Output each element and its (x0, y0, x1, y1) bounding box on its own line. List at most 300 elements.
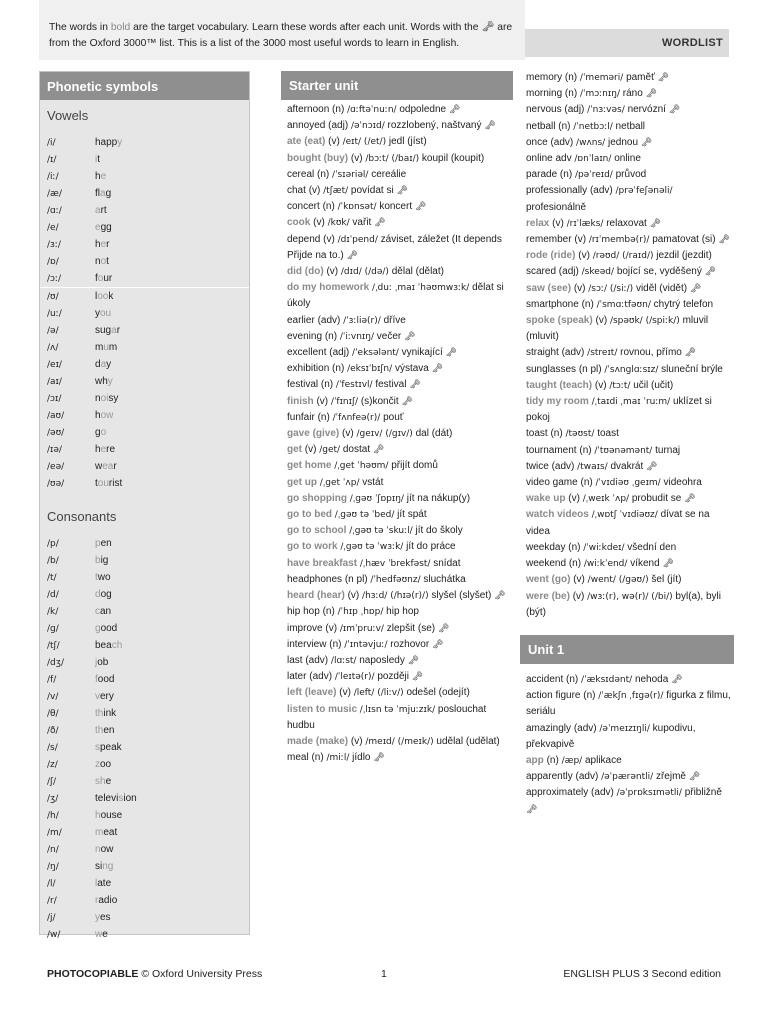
phonetic-transcription: /ˈmeməri/ (579, 73, 624, 83)
example-word: job (95, 657, 109, 668)
example-word: radio (95, 895, 118, 906)
highlighted-sound: a (111, 325, 117, 336)
translation: jít do práce (406, 541, 456, 553)
vocab-entry (281, 313, 513, 329)
phonetic-transcription: /streɪt/ (587, 348, 618, 359)
phonetic-transcription: /ˈvɪdiəʊ ˌgeɪm/ (595, 478, 661, 489)
phonetic-transcription: /ˈkɒnsət/ (337, 202, 377, 213)
highlighted-sound: p (95, 538, 101, 549)
key-icon: 🗝 (704, 267, 717, 278)
highlighted-sound: b (95, 555, 101, 566)
translation: nehoda (634, 673, 669, 685)
phonetic-transcription: /left/ (/liːv/) (353, 688, 404, 699)
part-of-speech: (v) (328, 136, 340, 148)
vocab-entry (520, 769, 734, 785)
phonetic-symbol: /ð/ (47, 726, 59, 736)
phonetic-symbol: /b/ (47, 556, 59, 566)
phonetic-symbol: /p/ (47, 539, 59, 549)
phonetic-transcription: /ˈfʌnfeə(r)/ (332, 412, 381, 423)
translation: ráno (622, 88, 643, 100)
entry-word: were (be) (526, 590, 570, 602)
entry-word: cook (287, 217, 311, 229)
vowel-row (40, 134, 249, 151)
vocab-entry (281, 750, 513, 766)
translation: dívat se na videa (526, 509, 710, 537)
highlighted-sound: s (118, 793, 124, 804)
vocab-entry (520, 443, 734, 459)
entry-word: rode (ride) (526, 250, 576, 262)
entry-word: weekday (526, 541, 566, 553)
part-of-speech: (v) (572, 590, 585, 602)
part-of-speech: (n pl) (344, 573, 368, 585)
part-of-speech: (adv) (317, 314, 341, 326)
key-icon: 🗝 (401, 396, 413, 407)
key-icon: 🗝 (431, 639, 444, 650)
phonetic-transcription: /ˌhæv ˈbrekfəst/ (359, 558, 431, 569)
vocab-entry (281, 151, 513, 167)
translation: rovnou, přímo (620, 347, 682, 359)
right-column (520, 70, 734, 818)
example-word: egg (95, 222, 112, 233)
example-word: day (95, 359, 112, 370)
translation: učil (učit) (633, 379, 674, 391)
unit1-title: Unit 1 (520, 635, 734, 664)
highlighted-sound: g (95, 623, 101, 634)
phonetic-transcription: /ɒnˈlaɪn/ (574, 154, 612, 165)
example-word: wear (95, 461, 117, 472)
vocab-entry (281, 167, 513, 183)
phonetic-transcription: /sɔː/ (/siː/) (588, 283, 634, 294)
translation: koupil (koupit) (421, 152, 485, 164)
key-icon: 🗝 (411, 672, 424, 683)
phonetic-transcription: /dɪd/ (/də/) (340, 267, 389, 278)
vocab-entry (281, 572, 513, 588)
entry-word: go to school (287, 525, 347, 537)
phonetic-symbol: /w/ (47, 930, 61, 940)
phonetic-transcription: /ˈækʃn ˌfɪgə(r)/ (598, 691, 664, 702)
phonetic-symbol: /θ/ (47, 709, 59, 719)
part-of-speech: (v) (578, 250, 590, 262)
example-word: zoo (95, 759, 112, 770)
phonetic-transcription: /ˌlɪsn tə ˈmjuːzɪk/ (359, 704, 436, 715)
highlighted-sound: c (95, 606, 100, 617)
part-of-speech: (n) (579, 444, 592, 456)
highlighted-sound: z (95, 759, 100, 770)
translation: průvod (615, 169, 647, 181)
vocab-entry (281, 215, 513, 231)
phonetic-transcription: /əˈprɒksɪmətli/ (616, 788, 682, 799)
vowel-row (40, 373, 249, 390)
part-of-speech: (n) (332, 363, 345, 375)
entry-word: last (287, 654, 303, 666)
vocab-entry (520, 491, 734, 507)
example-word: art (95, 205, 107, 216)
highlighted-sound: a (100, 359, 107, 370)
entry-word: sunglasses (526, 363, 577, 375)
example-word: meat (95, 827, 118, 838)
translation: jídlo (352, 752, 371, 764)
translation: sluneční brýle (661, 363, 723, 375)
entry-word: chat (287, 185, 306, 197)
highlighted-sound: th (95, 725, 104, 736)
key-icon: 🗝 (662, 559, 674, 570)
part-of-speech: (n) (329, 638, 342, 650)
entry-word: tidy my room (526, 396, 589, 408)
bold-word: bold (110, 22, 131, 33)
entry-word: amazingly (526, 722, 572, 734)
phonetic-symbol: /s/ (47, 743, 58, 753)
phonetic-symbol: /ɪ/ (47, 155, 57, 165)
highlighted-sound: e (100, 444, 107, 455)
phonetic-transcription: /bɔːt/ (/baɪ/) (365, 153, 420, 164)
consonant-row (40, 705, 249, 722)
phonetic-transcription: /əˈnɔɪd/ (350, 121, 385, 132)
vowel-row (40, 407, 249, 424)
vocab-entry (281, 134, 513, 150)
phonetic-transcription: /ˈɜːliə(r)/ (343, 315, 381, 326)
entry-word: taught (teach) (526, 379, 593, 391)
phonetic-transcription: /ɑːftəˈnuːn/ (347, 105, 397, 115)
entry-word: cereal (287, 168, 315, 180)
phonetic-symbol: /g/ (47, 624, 59, 634)
phonetic-symbol: /eə/ (47, 462, 65, 472)
highlighted-sound: r (95, 895, 99, 906)
vocab-entry (520, 216, 734, 232)
part-of-speech: (v) (350, 735, 363, 747)
example-word: look (95, 291, 114, 302)
vocab-entry (520, 362, 734, 378)
vowel-row (40, 151, 249, 168)
phonetic-transcription: /ˌweɪk ˈʌp/ (582, 494, 630, 505)
consonant-row (40, 688, 249, 705)
vocab-entry (281, 621, 513, 637)
phonetic-symbols-title: Phonetic symbols (40, 72, 249, 100)
translation: později (377, 671, 410, 683)
key-icon: 🗝 (684, 494, 696, 505)
vocab-entry (281, 377, 513, 393)
entry-word: finish (287, 395, 314, 407)
phonetic-symbol: /ŋ/ (47, 862, 59, 872)
vocab-entry (281, 361, 513, 377)
translation: koncert (379, 201, 413, 213)
entry-word: evening (287, 330, 323, 342)
example-word: he (95, 171, 107, 182)
example-word: sing (95, 861, 114, 872)
phonetic-transcription: /ˌduː ˌmaɪ ˈhəʊmwɜːk/ (372, 283, 470, 294)
translation: jít spát (397, 509, 427, 521)
translation: bojící se, vyděšený (616, 266, 702, 278)
highlighted-sound: t (95, 572, 98, 583)
phonetic-symbol: /ɔː/ (47, 274, 62, 284)
phonetic-transcription: /rəʊd/ (/raɪd/) (592, 251, 654, 262)
translation: výstava (394, 363, 429, 375)
consonant-row (40, 552, 249, 569)
entry-word: get home (287, 460, 332, 472)
consonant-row (40, 875, 249, 892)
translation: videohra (663, 477, 702, 489)
translation: zlepšit (se) (386, 622, 436, 634)
vowel-row (40, 202, 249, 219)
part-of-speech: (v) (304, 444, 317, 456)
vocab-entry (520, 151, 734, 167)
part-of-speech: (v) (308, 185, 321, 197)
translation: večer (376, 330, 402, 342)
edition-title: ENGLISH PLUS 3 Second edition (563, 968, 721, 980)
translation: povídat si (350, 185, 394, 197)
page-number: 1 (381, 968, 387, 980)
translation: byl(a), byli (být) (526, 590, 721, 618)
phonetic-symbol: /iː/ (47, 172, 59, 182)
translation: snídat (433, 557, 461, 569)
phonetic-transcription: /ˌgəʊ tə ˈskuːl/ (349, 526, 413, 537)
phonetic-symbol: /ə/ (47, 326, 59, 336)
translation: relaxovat (606, 217, 647, 229)
vocab-entry (520, 394, 734, 426)
vowel-row (40, 253, 249, 270)
part-of-speech: (adv) (573, 722, 597, 734)
vocab-entry (520, 135, 734, 151)
consonants-title: Consonants (47, 509, 117, 524)
highlighted-sound: y (107, 376, 113, 387)
translation: cereálie (371, 168, 407, 180)
vocab-entry (281, 345, 513, 361)
entry-word: improve (287, 622, 323, 634)
example-word: sugar (95, 325, 121, 336)
part-of-speech: (n) (324, 330, 338, 342)
highlighted-sound: e (100, 171, 107, 182)
phonetic-transcription: /hɜːd/ (/hɪə(r)/) (362, 591, 429, 602)
phonetic-transcription: /ˌget ˈʌp/ (319, 477, 360, 488)
translation: chytrý telefon (653, 298, 714, 310)
phonetic-symbol: /tʃ/ (47, 641, 60, 651)
consonant-row (40, 892, 249, 909)
vowel-row (40, 168, 249, 185)
entry-word: online (526, 153, 553, 165)
part-of-speech: (n) (568, 541, 581, 553)
phonetic-transcription: /wɜː(r), wə(r)/ (/bi/) (587, 591, 673, 602)
phonetic-transcription: /rɪˈmembə(r)/ (588, 235, 650, 246)
vocab-entry (520, 264, 734, 280)
vowel-row (40, 270, 249, 287)
phonetic-transcription: /ɪmˈpruːv/ (339, 623, 384, 634)
part-of-speech: (n) (322, 201, 335, 213)
vocab-entry (520, 507, 734, 539)
vocab-entry (281, 556, 513, 572)
consonant-row (40, 739, 249, 756)
example-word: food (95, 674, 115, 685)
part-of-speech: (n) (564, 88, 578, 100)
vocab-entry (281, 539, 513, 555)
part-of-speech: (v) (316, 395, 329, 407)
example-word: beach (95, 640, 123, 651)
phonetic-symbol: /v/ (47, 692, 59, 702)
highlighted-sound: ou (97, 478, 109, 489)
key-icon: 🗝 (373, 753, 385, 764)
vocab-entry (281, 280, 513, 312)
key-icon: 🗝 (409, 380, 421, 391)
consonant-row (40, 620, 249, 637)
entry-word: ate (eat) (287, 136, 326, 148)
part-of-speech: (v) (323, 233, 335, 245)
key-icon: 🗝 (718, 235, 730, 246)
example-word: good (95, 623, 118, 634)
phonetic-transcription: /tɔːt/ (609, 380, 631, 391)
consonant-row (40, 909, 249, 926)
vocab-entry (520, 540, 734, 556)
vocab-entry (281, 442, 513, 458)
key-icon: 🗝 (414, 202, 427, 213)
highlighted-sound: s (95, 742, 100, 753)
phonetic-symbol: /ɪə/ (47, 445, 62, 455)
vowel-row (40, 356, 249, 373)
entry-word: have breakfast (287, 557, 358, 569)
phonetic-transcription: /wʌns/ (576, 137, 606, 148)
key-icon: 🗝 (526, 804, 538, 815)
phonetic-transcription: /eɪt/ (/et/) (342, 137, 387, 148)
part-of-speech: (v) (326, 266, 339, 278)
phonetic-transcription: /ˌwɒtʃ ˈvɪdiəʊz/ (591, 510, 658, 521)
example-word: yes (95, 912, 111, 923)
part-of-speech: (n) (559, 169, 573, 181)
phonetic-transcription: /ˌget ˈhəʊm/ (334, 461, 389, 472)
phonetic-transcription: /ˌgəʊ tə ˈbed/ (334, 510, 395, 521)
vocab-entry (281, 588, 513, 604)
part-of-speech: (n) (317, 168, 330, 180)
phonetic-transcription: /prəˈfeʃənəli/ (615, 186, 673, 197)
example-word: big (95, 555, 109, 566)
highlighted-sound: ng (102, 861, 114, 872)
translation: rozzlobený, naštvaný (387, 120, 482, 132)
consonant-row (40, 637, 249, 654)
phonetic-symbol: /dʒ/ (47, 658, 64, 668)
part-of-speech: (adj) (328, 120, 349, 132)
vocab-entry (281, 394, 513, 410)
phonetic-symbol: /ɔɪ/ (47, 394, 62, 404)
key-icon: 🗝 (437, 623, 450, 634)
translation: figurka z filmu, seriálu (526, 690, 731, 718)
highlighted-sound: e (100, 239, 107, 250)
key-icon: 🗝 (688, 772, 701, 783)
key-icon: 🗝 (494, 591, 506, 602)
key-icon: 🗝 (404, 331, 416, 342)
vocab-entry (520, 426, 734, 442)
entry-word: afternoon (287, 104, 330, 115)
vowel-row (40, 288, 249, 305)
entry-word: approximately (526, 787, 589, 799)
highlighted-sound: y (95, 912, 100, 923)
phonetic-symbol: /əʊ/ (47, 428, 65, 438)
intro-line-2: from the Oxford 3000™ list. This is a list of the 3000 most useful words to learn in English. (49, 38, 460, 49)
entry-word: do my homework (287, 282, 370, 294)
highlighted-sound: d (95, 589, 101, 600)
example-word: it (95, 154, 101, 165)
translation: jedl (jíst) (388, 136, 427, 148)
highlighted-sound: h (95, 810, 101, 821)
unit1-entries (520, 672, 734, 818)
entry-word: toast (526, 428, 548, 440)
vowel-row (40, 458, 249, 475)
part-of-speech: (v) (573, 574, 585, 586)
phonetic-symbol: /d/ (47, 590, 59, 600)
example-word: mum (95, 342, 118, 353)
entry-word: listen to music (287, 703, 358, 715)
example-word: you (95, 308, 112, 319)
translation: jít na nákup(y) (406, 492, 471, 504)
entry-word: go to work (287, 541, 338, 553)
vocab-entry (281, 329, 513, 345)
part-of-speech: (adv) (589, 185, 613, 197)
phonetic-transcription: /ˌtaɪdi ˌmaɪ ˈruːm/ (591, 397, 671, 408)
entry-word: netball (526, 120, 556, 132)
highlighted-sound: e (95, 222, 101, 233)
translation: toast (597, 428, 619, 440)
vowel-row (40, 475, 249, 492)
vocab-entry (520, 378, 734, 394)
vocab-entry (281, 507, 513, 523)
highlighted-sound: l (95, 878, 98, 889)
vocab-entry (520, 721, 734, 753)
example-word: house (95, 810, 123, 821)
highlighted-sound: o (97, 273, 104, 284)
vocab-entry (520, 785, 734, 817)
vocab-entry (281, 702, 513, 734)
translation: pamatovat (si) (652, 234, 716, 246)
vocab-entry (520, 345, 734, 361)
translation: naposledy (359, 654, 405, 666)
vocab-entry (281, 523, 513, 539)
translation: sluchátka (423, 573, 466, 585)
consonant-row (40, 722, 249, 739)
entry-word: professionally (526, 185, 588, 197)
translation: dal (dát) (415, 428, 453, 440)
example-word: flag (95, 188, 112, 199)
vocab-entry (281, 458, 513, 474)
entry-word: get up (287, 476, 317, 488)
phonetic-transcription: /spəʊk/ (/spiːk/) (609, 316, 680, 327)
entry-word: excellent (287, 347, 327, 359)
vocab-entry (520, 248, 734, 264)
phonetic-symbol: /j/ (47, 913, 56, 923)
entry-word: accident (526, 673, 564, 685)
vocab-entry (281, 491, 513, 507)
part-of-speech: (n) (580, 477, 593, 489)
entry-word: tournament (526, 444, 577, 456)
translation: všední den (627, 541, 677, 553)
consonant-row (40, 773, 249, 790)
entry-word: once (526, 136, 548, 148)
consonant-row (40, 824, 249, 841)
translation: viděl (vidět) (635, 282, 688, 294)
part-of-speech: (v) (325, 622, 338, 634)
entry-word: watch videos (526, 509, 589, 521)
phonetic-transcription: /kʊk/ (327, 218, 350, 229)
vocab-entry (281, 475, 513, 491)
phonetic-transcription: /ˈfestɪvl/ (335, 380, 373, 391)
translation: víkend (630, 558, 660, 570)
vocab-entry (281, 410, 513, 426)
part-of-speech: (v) (568, 493, 580, 505)
highlighted-sound: a (100, 188, 106, 199)
phonetic-symbols-panel (39, 71, 250, 940)
entry-word: go to bed (287, 509, 332, 521)
part-of-speech: (adv) (561, 347, 585, 359)
phonetic-symbol: /l/ (47, 879, 56, 889)
highlighted-sound: u (103, 342, 109, 353)
key-icon: 🗝 (684, 348, 697, 359)
phonetic-transcription: /pəˈreɪd/ (574, 170, 613, 181)
vocab-entry (520, 313, 734, 345)
entry-word: earlier (287, 314, 315, 326)
